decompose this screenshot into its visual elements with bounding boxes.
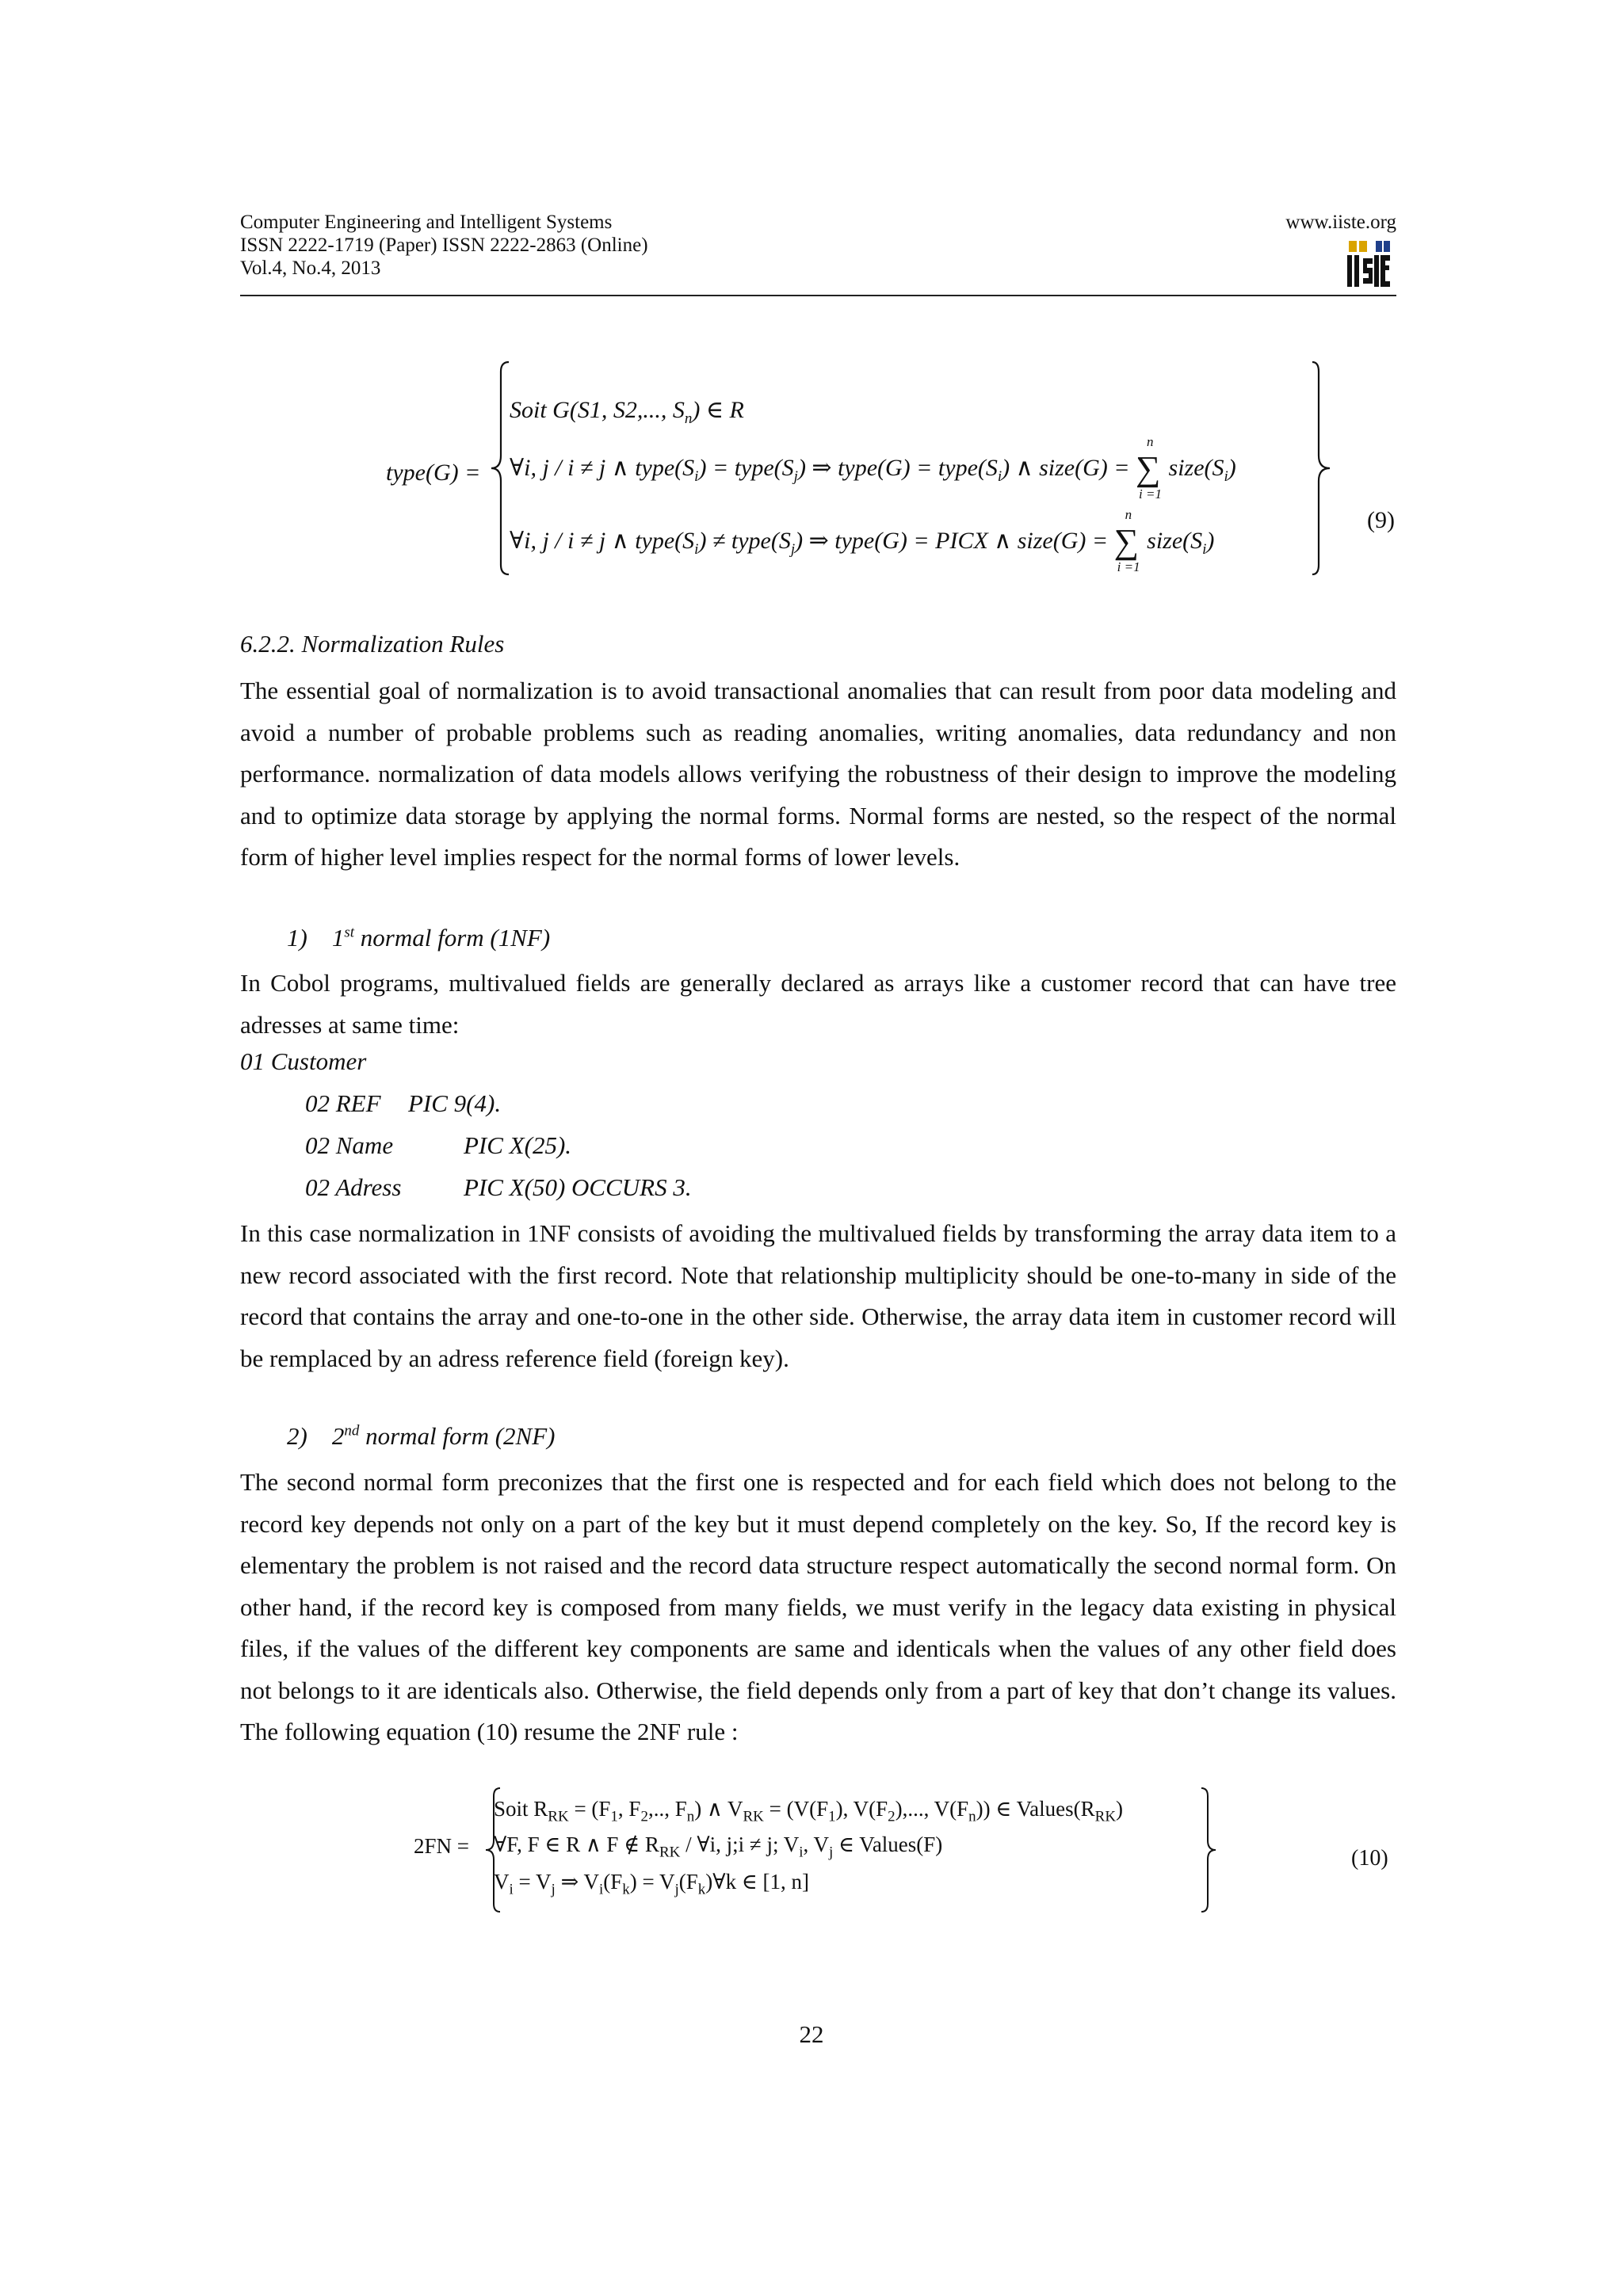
eq10-lhs: 2FN = bbox=[414, 1834, 469, 1858]
issn: ISSN 2222-1719 (Paper) ISSN 2222-2863 (Online) bbox=[240, 235, 648, 256]
equation-number: (9) bbox=[1367, 507, 1395, 533]
paragraph: The second normal form preconizes that the first one is respected and for each field which does not belong to the record key depends not only on a part of the key but it must depend completely on the key. So, If the record key is elementary the problem is not raised and the record data structure respect automatically the second normal form. On other hand, if the record key is composed from many fields, we must verify in the legacy data existing in physical files, if the values of the different key components are same and identicals when the values of any other field does not belongs to it are identicals also. Otherwise, the field depends only from a part of key that don’t change its values. The following equation (10) resume the 2NF rule : bbox=[240, 1468, 1396, 1745]
header-rule bbox=[240, 295, 1396, 296]
code-line: PIC X(25). bbox=[464, 1131, 572, 1159]
eq10-line1: Soit $R_{RK} = (F_1$, $F_2$,.., $F_n$) ∧ $V_{RK} = (V(F_1)$, $V(F_2)$,..., $V(F_n)$) ∈ $Values(R_{RK})$ bbox=[494, 1797, 1124, 1825]
paragraph: The essential goal of normalization is to avoid transactional anomalies that can result from poor data modeling and avoid a number of probable problems such as reading anomalies, writing anomalies, data redundancy and non performance. normalization of data models allows verifying the robustness of their design to improve the modeling and to optimize data storage by applying the normal forms. Normal forms are nested, so the respect of the normal form of higher level implies respect for the normal forms of lower levels. bbox=[240, 677, 1396, 871]
eq9-lhs: type(G) = bbox=[386, 460, 481, 486]
page-header bbox=[240, 211, 1396, 298]
code-line: 01 Customer bbox=[240, 1047, 367, 1075]
journal-info bbox=[240, 211, 1396, 280]
list-item-heading: 1) 1st normal form (1NF) bbox=[287, 924, 551, 952]
volume: Vol.4, No.4, 2013 bbox=[240, 257, 381, 279]
paragraph: In Cobol programs, multivalued fields are generally declared as arrays like a customer record that can have tree adresses at same time: bbox=[240, 969, 1396, 1039]
code-line: 02 Name bbox=[305, 1131, 394, 1159]
right-bracket-icon bbox=[1308, 360, 1336, 576]
journal-title: Computer Engineering and Intelligent Systems bbox=[240, 212, 613, 233]
section-heading: 6.2.2. Normalization Rules bbox=[240, 630, 505, 658]
eq9-line2: ∀i, j / i ≠ j ∧ $type(S_i)$ = $type(S_j)$ ⇒ type(G) = $type(S_i)$ ∧ size(G) = ∑ n i =1 $size(S_i)$ bbox=[510, 434, 1236, 502]
page-number: 22 bbox=[799, 2020, 824, 2048]
sum-icon: ∑ n i =1 bbox=[1113, 507, 1140, 575]
code-line: 02 Adress bbox=[305, 1173, 402, 1201]
website: www.iiste.org bbox=[1285, 212, 1396, 233]
eq9-line1: Soit G(S1, S2,..., $S_n$) ∈ R bbox=[510, 397, 744, 427]
equation-number: (10) bbox=[1351, 1846, 1388, 1871]
right-brace-icon bbox=[1197, 1787, 1220, 1913]
eq9-line3: ∀i, j / i ≠ j ∧ $type(S_i)$ ≠ $type(S_j)$ ⇒ type(G) = PICX ∧ size(G) = ∑ n i =1 $size(S_i)$ bbox=[510, 507, 1215, 575]
paragraph: In this case normalization in 1NF consists of avoiding the multivalued fields by transforming the array data item to a new record associated with the first record. Note that relationship multiplicity should be one-to-many in side of the record that contains the array and one-to-one in the other side. Otherwise, the array data item in customer record will be remplaced by an adress reference field (foreign key). bbox=[240, 1219, 1396, 1372]
code-line: 02 REF bbox=[305, 1089, 381, 1117]
iiste-logo-icon bbox=[1346, 239, 1392, 290]
eq10-line3: $V_i = V_j$ ⇒ $V_i(F_k)$ = $V_j(F_k)\forall k$ ∈ [1, n] bbox=[494, 1870, 810, 1898]
code-line: PIC X(50) OCCURS 3. bbox=[464, 1173, 692, 1201]
list-item-heading: 2) 2nd normal form (2NF) bbox=[287, 1422, 556, 1450]
code-line: PIC 9(4). bbox=[408, 1089, 502, 1117]
sum-icon: ∑ n i =1 bbox=[1136, 434, 1162, 502]
eq10-line2: ∀F, F ∈ R ∧ F ∉ $R_{RK}$ / ∀i, j;i ≠ j; $V_i$, $V_j$ ∈ Values(F) bbox=[494, 1833, 943, 1861]
